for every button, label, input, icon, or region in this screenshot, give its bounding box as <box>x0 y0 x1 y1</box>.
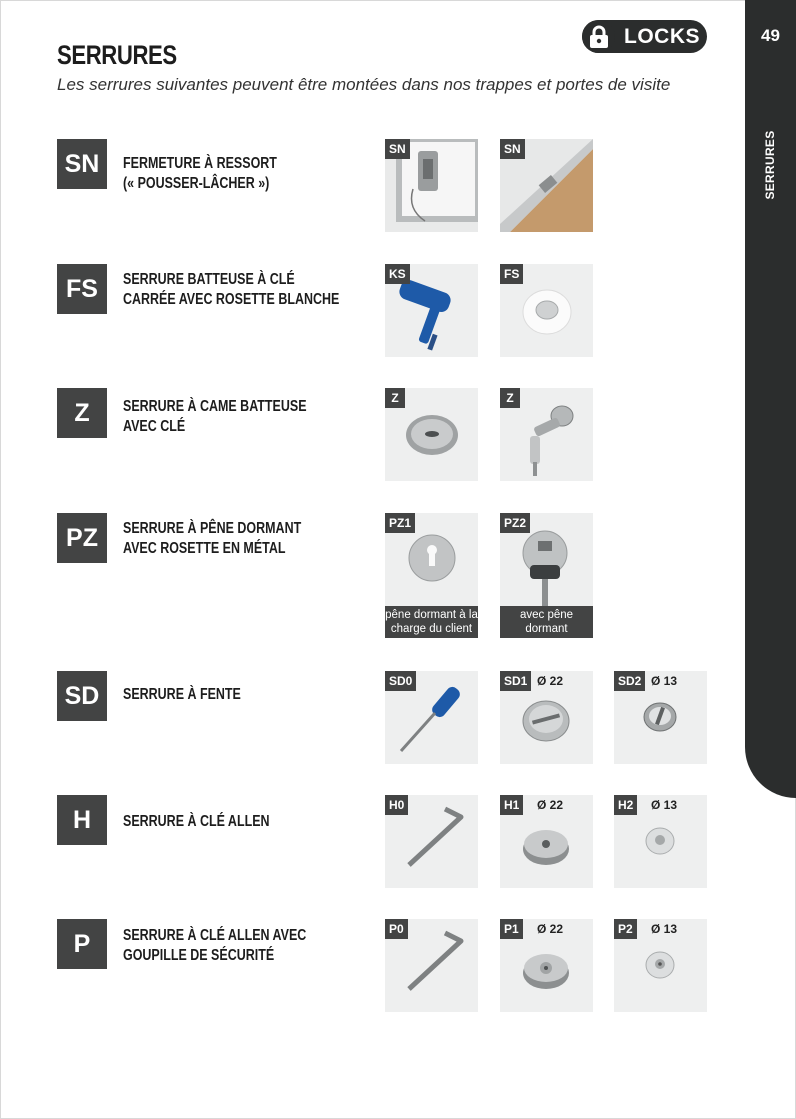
product-image <box>385 388 478 481</box>
page-subtitle: Les serrures suivantes peuvent être montées dans nos trappes et portes de visite <box>57 75 671 94</box>
image-tag: SD2 <box>614 671 645 691</box>
product-image <box>500 671 593 764</box>
image-tag: SD1 <box>500 671 531 691</box>
image-tag: Z <box>385 388 405 408</box>
image-tag: H1 <box>500 795 523 815</box>
lock-description: SERRURE À CLÉ ALLEN <box>123 813 270 830</box>
product-image <box>385 795 478 888</box>
product-image <box>385 139 478 232</box>
diameter-label: Ø 13 <box>651 798 678 812</box>
product-image <box>500 388 593 481</box>
diameter-label: Ø 13 <box>651 674 678 688</box>
product-image <box>385 671 478 764</box>
lock-code-badge: P <box>57 919 107 969</box>
locks-badge <box>582 20 707 53</box>
product-image <box>614 919 707 1012</box>
image-tag: Z <box>500 388 520 408</box>
image-tag: KS <box>385 264 410 284</box>
product-image <box>614 795 707 888</box>
image-tag: H2 <box>614 795 637 815</box>
page-number: 49 <box>761 26 780 45</box>
image-tag: SD0 <box>385 671 416 691</box>
lock-code-badge: SD <box>57 671 107 721</box>
page-title: SERRURES <box>57 40 177 70</box>
lock-description: SERRURE À CLÉ ALLEN AVEC GOUPILLE DE SÉCURITÉ <box>123 927 307 964</box>
image-tag: FS <box>500 264 523 284</box>
lock-description: SERRURE BATTEUSE À CLÉ CARRÉE AVEC ROSETTE BLANCHE <box>123 271 340 308</box>
padlock-icon <box>582 20 615 53</box>
product-image <box>500 919 593 1012</box>
image-tag: SN <box>500 139 525 159</box>
image-tag: P0 <box>385 919 408 939</box>
image-caption: avec pêne dormant <box>500 606 593 638</box>
lock-code-badge: SN <box>57 139 107 189</box>
lock-description: FERMETURE À RESSORT (« POUSSER-LÂCHER ») <box>123 155 277 192</box>
product-image <box>500 513 593 638</box>
lock-code-badge: FS <box>57 264 107 314</box>
product-image <box>500 139 593 232</box>
product-image <box>385 264 478 357</box>
image-tag: H0 <box>385 795 408 815</box>
lock-code-badge: PZ <box>57 513 107 563</box>
lock-description: SERRURE À FENTE <box>123 686 241 703</box>
diameter-label: Ø 13 <box>651 922 678 936</box>
diameter-label: Ø 22 <box>537 922 564 936</box>
image-tag: PZ2 <box>500 513 530 533</box>
product-image <box>385 513 478 638</box>
image-tag: P1 <box>500 919 523 939</box>
image-tag: P2 <box>614 919 637 939</box>
product-image <box>614 671 707 764</box>
lock-description: SERRURE À PÊNE DORMANT AVEC ROSETTE EN MÉTAL <box>123 520 302 557</box>
lock-description: SERRURE À CAME BATTEUSE AVEC CLÉ <box>123 398 307 435</box>
lock-code-badge: H <box>57 795 107 845</box>
lock-code-badge: Z <box>57 388 107 438</box>
diameter-label: Ø 22 <box>537 674 564 688</box>
image-tag: PZ1 <box>385 513 415 533</box>
product-image <box>385 919 478 1012</box>
locks-badge-label: LOCKS <box>624 24 700 48</box>
diameter-label: Ø 22 <box>537 798 564 812</box>
product-image <box>500 795 593 888</box>
product-image <box>500 264 593 357</box>
side-tab-label: SERRURES <box>763 130 777 200</box>
image-tag: SN <box>385 139 410 159</box>
side-tab <box>745 0 796 798</box>
image-caption: pêne dormant à la charge du client <box>385 606 478 638</box>
